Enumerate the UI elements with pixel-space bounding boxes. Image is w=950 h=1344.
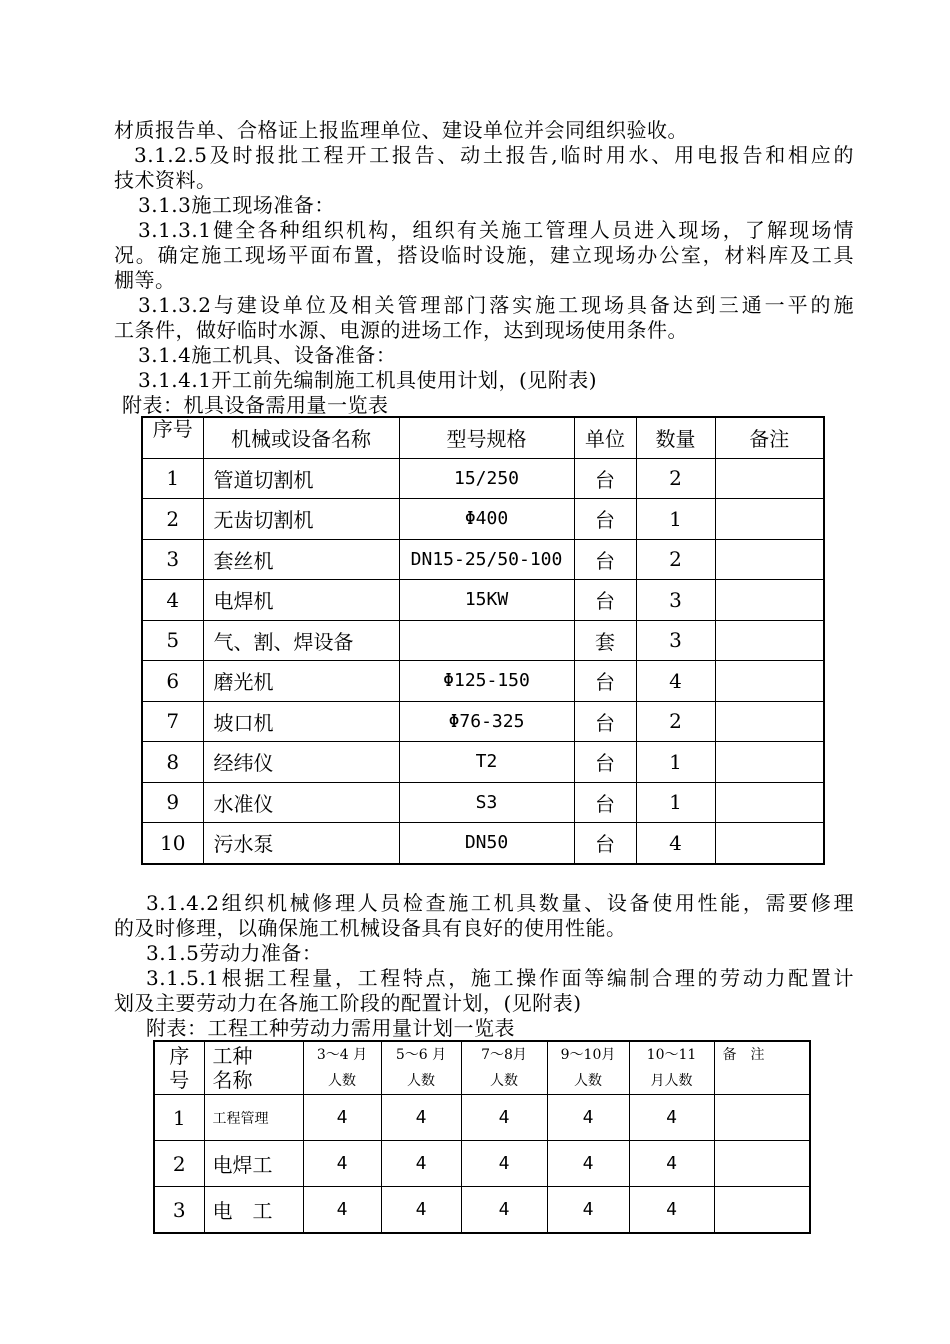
header-line: 5～6 月 bbox=[395, 1047, 447, 1063]
cell-qty: 2 bbox=[636, 539, 715, 580]
cell-count: 4 bbox=[381, 1187, 461, 1234]
cell-unit: 台 bbox=[574, 782, 636, 823]
cell-name: 套丝机 bbox=[203, 539, 399, 580]
header-cell bbox=[547, 1041, 629, 1095]
cell-qty: 2 bbox=[636, 458, 715, 499]
table-caption: 附表：机具设备需用量一览表 bbox=[122, 393, 389, 417]
cell-count: 4 bbox=[629, 1187, 714, 1234]
cell-spec: 15KW bbox=[399, 580, 574, 621]
header-cell: 序号 bbox=[142, 417, 203, 458]
cell-name: 管道切割机 bbox=[203, 458, 399, 499]
cell-index: 1 bbox=[154, 1095, 204, 1141]
paragraph-line: 技术资料。 bbox=[114, 168, 217, 192]
cell-name: 坡口机 bbox=[203, 701, 399, 742]
table-row bbox=[142, 661, 824, 702]
cell-spec: S3 bbox=[399, 782, 574, 823]
paragraph-line: 3.1.5.1根据工程量，工程特点，施工操作面等编制合理的劳动力配置计 bbox=[146, 966, 854, 990]
cell-count: 4 bbox=[547, 1141, 629, 1187]
cell-unit: 台 bbox=[574, 499, 636, 540]
cell-index: 6 bbox=[142, 661, 203, 702]
cell-unit: 台 bbox=[574, 701, 636, 742]
section-heading: 3.1.4施工机具、设备准备： bbox=[138, 343, 397, 367]
cell-trade: 电 工 bbox=[204, 1187, 303, 1234]
table-row bbox=[142, 499, 824, 540]
header-line: 7～8月 bbox=[481, 1047, 527, 1063]
section-heading: 3.1.5劳动力准备： bbox=[146, 941, 323, 965]
header-line: 人数 bbox=[490, 1073, 518, 1089]
cell-note bbox=[715, 742, 824, 783]
cell-spec: DN50 bbox=[399, 823, 574, 864]
paragraph-line: 况。确定施工现场平面布置，搭设临时设施，建立现场办公室，材料库及工具 bbox=[114, 243, 854, 267]
header-line: 9～10月 bbox=[560, 1047, 616, 1063]
table-row bbox=[154, 1187, 810, 1234]
table-row bbox=[142, 742, 824, 783]
paragraph-line: 的及时修理，以确保施工机械设备具有良好的使用性能。 bbox=[114, 916, 627, 940]
header-cell: 机械或设备名称 bbox=[203, 417, 399, 458]
cell-qty: 4 bbox=[636, 661, 715, 702]
table-row bbox=[142, 823, 824, 864]
paragraph-line: 工条件，做好临时水源、电源的进场工作，达到现场使用条件。 bbox=[114, 318, 688, 342]
table-row bbox=[154, 1141, 810, 1187]
cell-count: 4 bbox=[461, 1187, 547, 1234]
cell-note bbox=[714, 1095, 810, 1141]
cell-unit: 台 bbox=[574, 823, 636, 864]
cell-note bbox=[715, 701, 824, 742]
cell-unit: 台 bbox=[574, 539, 636, 580]
cell-qty: 1 bbox=[636, 499, 715, 540]
table-row bbox=[142, 539, 824, 580]
header-line: 人数 bbox=[407, 1073, 435, 1089]
cell-name: 水准仪 bbox=[203, 782, 399, 823]
cell-name: 气、割、焊设备 bbox=[203, 620, 399, 661]
cell-index: 7 bbox=[142, 701, 203, 742]
cell-spec: T2 bbox=[399, 742, 574, 783]
header-line: 序 bbox=[169, 1044, 190, 1068]
cell-qty: 4 bbox=[636, 823, 715, 864]
cell-name: 电焊机 bbox=[203, 580, 399, 621]
cell-spec bbox=[399, 620, 574, 661]
header-cell: 备注 bbox=[715, 417, 824, 458]
table-row bbox=[142, 620, 824, 661]
section-heading: 3.1.3施工现场准备： bbox=[138, 193, 335, 217]
paragraph-line: 划及主要劳动力在各施工阶段的配置计划，(见附表) bbox=[114, 991, 582, 1015]
cell-qty: 3 bbox=[636, 580, 715, 621]
cell-index: 5 bbox=[142, 620, 203, 661]
cell-spec: Φ125-150 bbox=[399, 661, 574, 702]
header-cell: 单位 bbox=[574, 417, 636, 458]
cell-count: 4 bbox=[303, 1141, 381, 1187]
cell-count: 4 bbox=[547, 1095, 629, 1141]
cell-count: 4 bbox=[547, 1187, 629, 1234]
paragraph-line: 3.1.3.1健全各种组织机构，组织有关施工管理人员进入现场，了解现场情 bbox=[138, 218, 854, 242]
cell-unit: 台 bbox=[574, 580, 636, 621]
table-header-row bbox=[154, 1041, 810, 1095]
header-line: 名称 bbox=[212, 1068, 253, 1092]
cell-note bbox=[715, 620, 824, 661]
header-cell: 数量 bbox=[636, 417, 715, 458]
cell-note bbox=[715, 539, 824, 580]
cell-qty: 2 bbox=[636, 701, 715, 742]
header-line: 人数 bbox=[328, 1073, 356, 1089]
header-cell bbox=[303, 1041, 381, 1095]
cell-count: 4 bbox=[303, 1095, 381, 1141]
cell-index: 2 bbox=[154, 1141, 204, 1187]
header-cell bbox=[204, 1041, 303, 1095]
cell-count: 4 bbox=[629, 1141, 714, 1187]
cell-count: 4 bbox=[629, 1095, 714, 1141]
table-row bbox=[142, 580, 824, 621]
header-line: 人数 bbox=[574, 1073, 602, 1089]
paragraph-line: 3.1.3.2与建设单位及相关管理部门落实施工现场具备达到三通一平的施 bbox=[138, 293, 854, 317]
cell-unit: 套 bbox=[574, 620, 636, 661]
cell-index: 8 bbox=[142, 742, 203, 783]
cell-name: 经纬仪 bbox=[203, 742, 399, 783]
table-row bbox=[142, 782, 824, 823]
cell-count: 4 bbox=[381, 1141, 461, 1187]
cell-qty: 1 bbox=[636, 742, 715, 783]
cell-index: 3 bbox=[154, 1187, 204, 1234]
cell-spec: Φ400 bbox=[399, 499, 574, 540]
cell-index: 9 bbox=[142, 782, 203, 823]
cell-name: 无齿切割机 bbox=[203, 499, 399, 540]
cell-index: 3 bbox=[142, 539, 203, 580]
cell-trade: 工程管理 bbox=[204, 1095, 303, 1141]
paragraph-line: 3.1.2.5及时报批工程开工报告、动土报告,临时用水、用电报告和相应的 bbox=[134, 143, 854, 167]
cell-count: 4 bbox=[303, 1187, 381, 1234]
header-line: 备 注 bbox=[722, 1047, 765, 1063]
cell-note bbox=[714, 1141, 810, 1187]
cell-trade: 电焊工 bbox=[204, 1141, 303, 1187]
cell-count: 4 bbox=[461, 1095, 547, 1141]
cell-count: 4 bbox=[461, 1141, 547, 1187]
cell-note bbox=[715, 499, 824, 540]
cell-note bbox=[715, 580, 824, 621]
header-cell bbox=[381, 1041, 461, 1095]
header-cell bbox=[461, 1041, 547, 1095]
cell-unit: 台 bbox=[574, 742, 636, 783]
paragraph-line: 棚等。 bbox=[114, 268, 176, 292]
header-line: 工种 bbox=[212, 1044, 253, 1068]
cell-index: 2 bbox=[142, 499, 203, 540]
cell-index: 10 bbox=[142, 823, 203, 864]
header-cell bbox=[154, 1041, 204, 1095]
equipment-table bbox=[141, 416, 825, 865]
cell-name: 污水泵 bbox=[203, 823, 399, 864]
cell-note bbox=[715, 782, 824, 823]
paragraph-line: 材质报告单、合格证上报监理单位、建设单位并会同组织验收。 bbox=[114, 118, 688, 142]
header-line: 号 bbox=[169, 1068, 190, 1092]
cell-count: 4 bbox=[381, 1095, 461, 1141]
header-cell: 型号规格 bbox=[399, 417, 574, 458]
table-header-row bbox=[142, 417, 824, 458]
table-row bbox=[142, 701, 824, 742]
header-line: 10～11 bbox=[646, 1047, 697, 1063]
cell-index: 4 bbox=[142, 580, 203, 621]
cell-note bbox=[714, 1187, 810, 1234]
table-row bbox=[154, 1095, 810, 1141]
cell-qty: 1 bbox=[636, 782, 715, 823]
header-line: 月人数 bbox=[650, 1073, 693, 1089]
cell-qty: 3 bbox=[636, 620, 715, 661]
cell-spec: DN15-25/50-100 bbox=[399, 539, 574, 580]
labor-table bbox=[153, 1040, 811, 1234]
cell-note bbox=[715, 823, 824, 864]
table-row bbox=[142, 458, 824, 499]
table-caption: 附表：工程工种劳动力需用量计划一览表 bbox=[146, 1016, 515, 1040]
cell-spec: 15/250 bbox=[399, 458, 574, 499]
cell-unit: 台 bbox=[574, 661, 636, 702]
paragraph-line: 3.1.4.2组织机械修理人员检查施工机具数量、设备使用性能，需要修理 bbox=[146, 891, 854, 915]
header-line: 3～4 月 bbox=[316, 1047, 368, 1063]
cell-note bbox=[715, 458, 824, 499]
cell-name: 磨光机 bbox=[203, 661, 399, 702]
header-cell bbox=[629, 1041, 714, 1095]
cell-note bbox=[715, 661, 824, 702]
cell-spec: Φ76-325 bbox=[399, 701, 574, 742]
paragraph-line: 3.1.4.1开工前先编制施工机具使用计划，(见附表) bbox=[138, 368, 598, 392]
cell-index: 1 bbox=[142, 458, 203, 499]
header-cell bbox=[714, 1041, 810, 1095]
cell-unit: 台 bbox=[574, 458, 636, 499]
